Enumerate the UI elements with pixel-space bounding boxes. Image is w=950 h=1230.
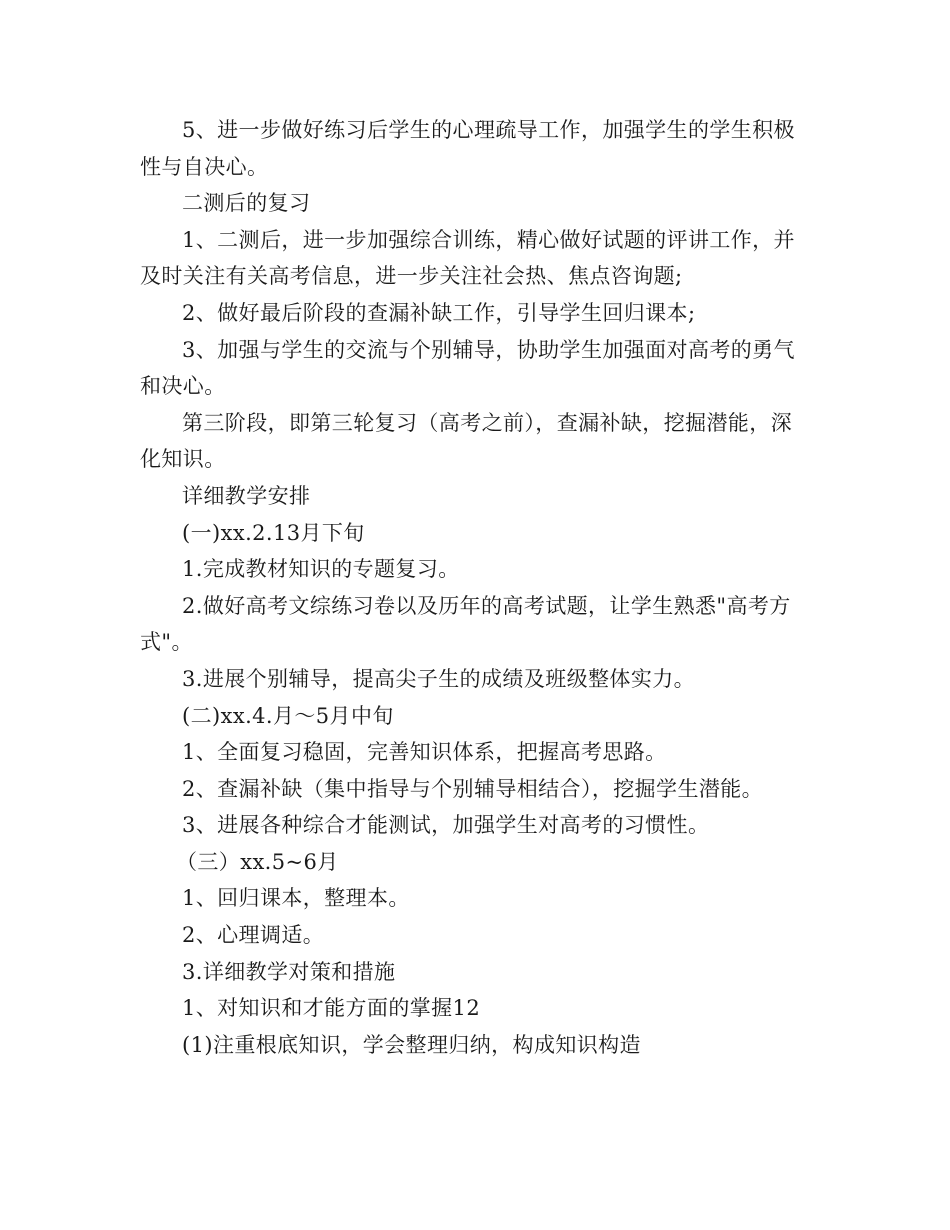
list-item-basic-knowledge: (1)注重根底知识，学会整理归纳，构成知识构造 [182,1032,641,1057]
heading-teaching-measures: 3.详细教学对策和措施 [182,959,396,984]
list-item-period-3-b: 2、心理调适。 [182,923,325,948]
list-item-period-1-c: 3.进展个别辅导，提高尖子生的成绩及班级整体实力。 [182,666,696,691]
heading-schedule-period-3: （三）xx.5~6月 [176,849,339,874]
list-item-period-1-a: 1.完成教材知识的专题复习。 [182,557,460,582]
list-item-knowledge-mastery: 1、对知识和才能方面的掌握12 [182,996,481,1021]
paragraph-student-communication: 3、加强与学生的交流与个别辅导，协助学生加强面对高考的勇气和决心。 [140,337,795,399]
paragraph-comprehensive-training: 1、二测后，进一步加强综合训练，精心做好试题的评讲工作，并及时关注有关高考信息，进一步关注社会热、焦点咨询题; [140,227,795,289]
document-body [140,112,812,1063]
heading-second-test-review: 二测后的复习 [182,191,311,216]
heading-schedule-period-1: (一)xx.2.13月下旬 [182,520,365,545]
list-item-period-2-c: 3、进展各种综合才能测试，加强学生对高考的习惯性。 [182,813,710,838]
list-item-period-2-b: 2、查漏补缺（集中指导与个别辅导相结合），挖掘学生潜能。 [182,776,764,801]
paragraph-third-stage: 第三阶段，即第三轮复习（高考之前），查漏补缺，挖掘潜能，深化知识。 [140,410,793,472]
list-item-period-2-a: 1、全面复习稳固，完善知识体系，把握高考思路。 [182,740,667,765]
heading-schedule-period-2: (二)xx.4.月～5月中旬 [182,703,394,728]
paragraph-mental-guidance: 5、进一步做好练习后学生的心理疏导工作，加强学生的学生积极性与自决心。 [140,118,795,179]
list-item-period-3-a: 1、回归课本，整理本。 [182,886,410,911]
list-item-period-1-b: 2.做好高考文综练习卷以及历年的高考试题，让学生熟悉"高考方式"。 [140,593,791,655]
heading-teaching-schedule: 详细教学安排 [182,483,311,508]
paragraph-final-stage: 2、做好最后阶段的查漏补缺工作，引导学生回归课本; [182,300,696,325]
